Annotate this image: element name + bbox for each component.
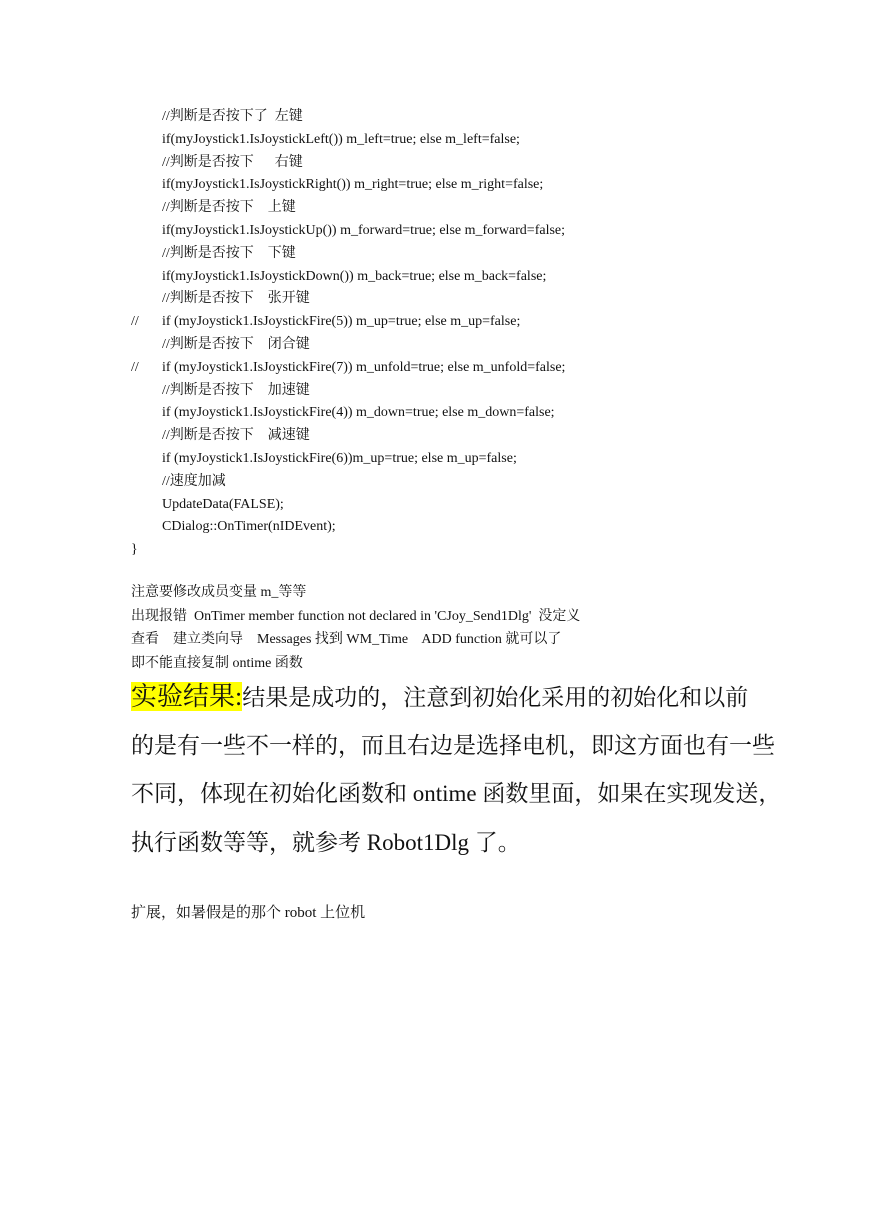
code-text: if (myJoystick1.IsJoystickFire(5)) m_up=true; else m_up=false; (162, 314, 521, 330)
closing-brace: } (131, 542, 138, 558)
result-heading: 实验结果: (131, 682, 243, 711)
code-text: if (myJoystick1.IsJoystickFire(6))m_up=true; else m_up=false; (162, 450, 517, 466)
code-line (131, 357, 771, 380)
comment-marker: // (131, 359, 139, 375)
code-text: UpdateData(FALSE); (162, 496, 284, 512)
code-line (131, 152, 771, 175)
code-text: //判断是否按下了 左键 (162, 109, 303, 124)
code-text: if (myJoystick1.IsJoystickFire(7)) m_unfold=true; else m_unfold=false; (162, 359, 566, 375)
code-text: if(myJoystick1.IsJoystickUp()) m_forward=true; else m_forward=false; (162, 222, 566, 238)
code-text: //判断是否按下 下键 (162, 245, 296, 261)
code-line (131, 471, 771, 494)
code-text: //判断是否按下 上键 (162, 200, 296, 216)
code-line (131, 288, 771, 311)
code-text: //判断是否按下 闭合键 (162, 336, 310, 352)
code-line (131, 494, 771, 517)
note-line: 注意要修改成员变量 m_等等 (131, 585, 307, 600)
code-text: if(myJoystick1.IsJoystickRight()) m_right=true; else m_right=false; (162, 177, 544, 193)
code-line (131, 334, 771, 357)
code-line (131, 197, 771, 220)
code-line (131, 220, 771, 243)
code-line (131, 516, 771, 539)
code-text: //速度加减 (162, 473, 226, 489)
code-line (131, 129, 771, 152)
code-line (131, 174, 771, 197)
note-line: 查看 建立类向导 Messages 找到 WM_Time ADD function 就可以了 (131, 632, 562, 647)
code-text: if(myJoystick1.IsJoystickDown()) m_back=true; else m_back=false; (162, 268, 547, 284)
code-text: if (myJoystick1.IsJoystickFire(4)) m_down=true; else m_down=false; (162, 405, 555, 421)
code-line (131, 448, 771, 471)
code-block (131, 106, 771, 562)
code-text: //判断是否按下 右键 (162, 154, 303, 170)
code-text: //判断是否按下 张开键 (162, 291, 310, 307)
result-line: 不同，体现在初始化函数和 ontime 函数里面，如果在实现发送， (131, 781, 782, 806)
code-line (131, 425, 771, 448)
result-section (131, 673, 782, 867)
result-text: 结果是成功的，注意到初始化采用的初始化和以前 (242, 685, 749, 710)
code-text: CDialog::OnTimer(nIDEvent); (162, 519, 336, 535)
code-line (131, 311, 771, 334)
result-line: 的是有一些不一样的，而且右边是选择电机，即这方面也有一些 (131, 732, 775, 758)
code-line (131, 106, 771, 129)
code-line (131, 380, 771, 403)
code-line (131, 266, 771, 289)
extension-note: 扩展，如暑假是的那个 robot 上位机 (131, 905, 366, 921)
comment-marker: // (131, 314, 139, 330)
code-closing-line (131, 539, 771, 562)
note-line: 即不能直接复制 ontime 函数 (131, 655, 303, 671)
code-text: if(myJoystick1.IsJoystickLeft()) m_left=true; else m_left=false; (162, 131, 520, 147)
code-line (131, 243, 771, 266)
code-text: //判断是否按下 加速键 (162, 382, 310, 398)
notes-block (131, 581, 811, 675)
code-line (131, 402, 771, 425)
result-line: 执行函数等等，就参考 Robot1Dlg 了。 (131, 829, 521, 855)
code-text: //判断是否按下 减速键 (162, 428, 310, 444)
result-line (131, 673, 751, 722)
note-line: 出现报错 OnTimer member function not declared in 'CJoy_Send1Dlg' 没定义 (131, 608, 581, 624)
